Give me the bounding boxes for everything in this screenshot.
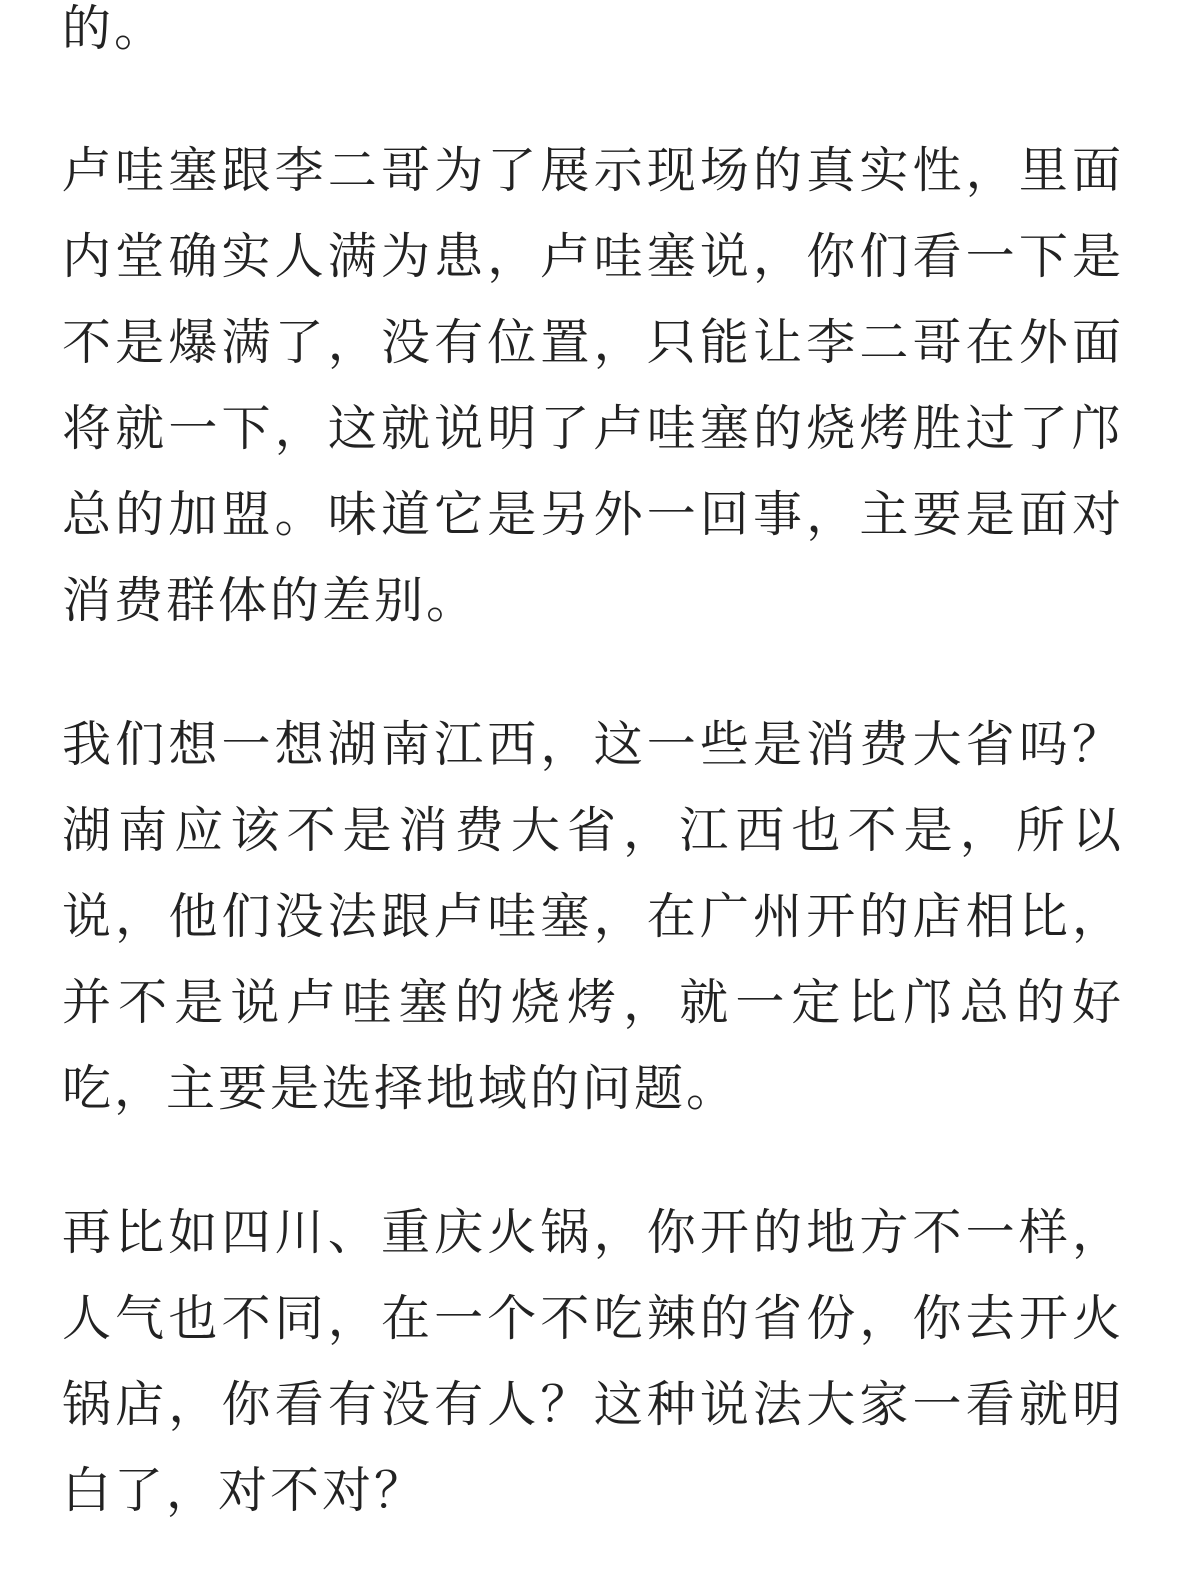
paragraph-fragment: 的。 [62, 0, 167, 57]
article-body [62, 0, 1124, 1592]
paragraph-hunan-jiangxi: 我们想一想湖南江西，这一些是消费大省吗？湖南应该不是消费大省，江西也不是，所以说，他们没法跟卢哇塞，在广州开的店相比，并不是说卢哇塞的烧烤，就一定比邝总的好吃，主要是选择地域的问题。 [62, 716, 1124, 1117]
paragraph-hotpot-example: 再比如四川、重庆火锅，你开的地方不一样，人气也不同，在一个不吃辣的省份，你去开火锅店，你看有没有人？这种说法大家一看就明白了，对不对？ [62, 1204, 1124, 1519]
paragraph-luwasai-scene: 卢哇塞跟李二哥为了展示现场的真实性，里面内堂确实人满为患，卢哇塞说，你们看一下是不是爆满了，没有位置，只能让李二哥在外面将就一下，这就说明了卢哇塞的烧烤胜过了邝总的加盟。味道它是另外一回事，主要是面对消费群体的差别。 [62, 142, 1124, 629]
